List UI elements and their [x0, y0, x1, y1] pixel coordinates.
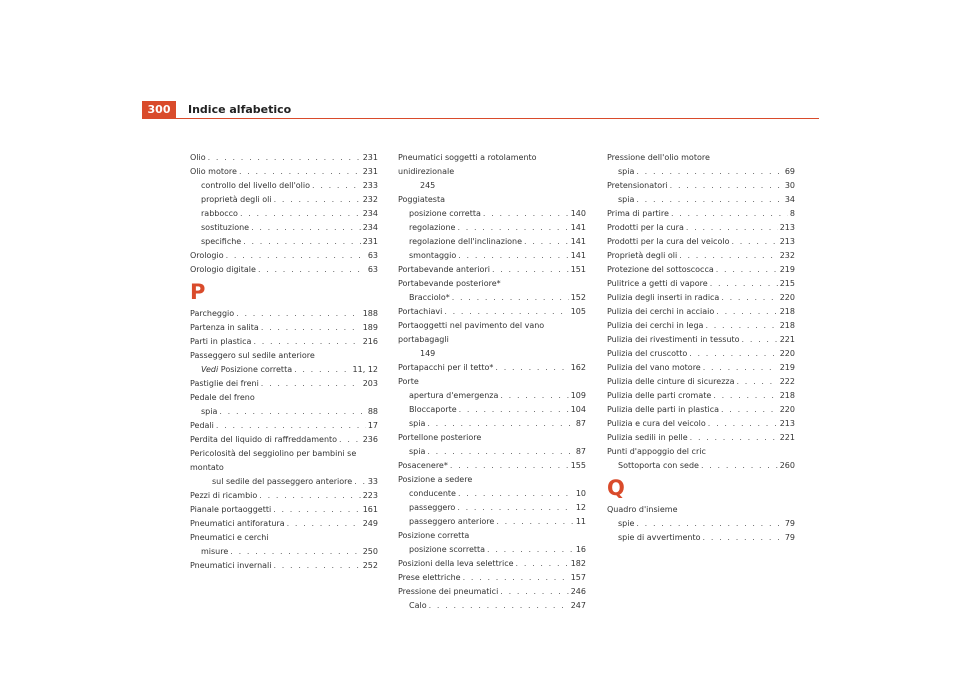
dot-leader — [452, 291, 569, 305]
index-entry — [398, 599, 586, 613]
index-entry — [607, 249, 795, 263]
dot-leader — [689, 347, 778, 361]
index-entry-term: Pastiglie dei freni — [190, 379, 259, 388]
index-entry-page: 213 — [779, 237, 795, 246]
index-entry — [398, 557, 586, 571]
index-entry-page: 218 — [779, 321, 795, 330]
dot-leader — [258, 263, 366, 277]
index-entry — [398, 417, 586, 431]
index-entry-term: Pulizia delle parti cromate — [607, 391, 712, 400]
index-entry-page: 234 — [362, 209, 378, 218]
dot-leader — [274, 193, 361, 207]
index-entry — [607, 347, 795, 361]
dot-leader — [710, 277, 778, 291]
index-entry — [398, 445, 586, 459]
index-entry-term: Prodotti per la cura del veicolo — [607, 237, 730, 246]
index-entry-page: 220 — [779, 293, 795, 302]
index-entry-label: Pericolosità del seggiolino per bambini se montato — [190, 449, 357, 472]
index-entry-page: 231 — [362, 237, 378, 246]
dot-leader — [690, 431, 778, 445]
index-entry-term: Pulizia e cura del veicolo — [607, 419, 706, 428]
index-entry-page: 233 — [362, 181, 378, 190]
index-entry-term: Parti in plastica — [190, 337, 252, 346]
index-entry — [607, 319, 795, 333]
index-entry-term: Partenza in salita — [190, 323, 259, 332]
dot-leader — [287, 517, 361, 531]
index-entry-term: Pedali — [190, 421, 214, 430]
index-entry-label: Posizione a sedere — [398, 475, 473, 484]
index-entry — [190, 377, 378, 391]
index-entry-page: 213 — [779, 419, 795, 428]
index-entry-term: spia — [618, 195, 635, 204]
index-entry-page: 161 — [362, 505, 378, 514]
dot-leader — [429, 599, 569, 613]
dot-leader — [239, 165, 361, 179]
dot-leader — [495, 361, 568, 375]
index-entry-term: Olio motore — [190, 167, 237, 176]
index-entry-page: 69 — [784, 167, 795, 176]
dot-leader — [679, 249, 778, 263]
dot-leader — [259, 489, 360, 503]
index-entry-term: Prese elettriche — [398, 573, 461, 582]
index-entry-page: 63 — [367, 251, 378, 260]
index-entry-term: controllo del livello dell'olio — [201, 181, 311, 190]
index-entry-page: 151 — [570, 265, 586, 274]
index-entry — [398, 263, 586, 277]
index-entry — [607, 207, 795, 221]
index-entry-label: Punti d'appoggio del cric — [607, 447, 706, 456]
index-entry — [607, 431, 795, 445]
index-entry-page: 16 — [575, 545, 586, 554]
index-entry — [190, 263, 378, 277]
index-entry-term: Pulizia dei cerchi in acciaio — [607, 307, 715, 316]
index-entry — [607, 417, 795, 431]
index-entry-term: spia — [409, 419, 426, 428]
index-entry-page: 105 — [570, 307, 586, 316]
dot-leader — [273, 503, 361, 517]
index-entry-term: Bracciolo* — [409, 293, 450, 302]
index-entry — [607, 235, 795, 249]
index-entry-page: 216 — [362, 337, 378, 346]
dot-leader — [716, 305, 777, 319]
dot-leader — [243, 235, 361, 249]
index-entry — [398, 361, 586, 375]
index-entry — [398, 501, 586, 515]
dot-leader — [737, 375, 778, 389]
index-entry — [190, 321, 378, 335]
index-entry-page: 221 — [779, 433, 795, 442]
index-entry — [190, 307, 378, 321]
index-entry-page: 79 — [784, 533, 795, 542]
index-entry — [398, 291, 586, 305]
dot-leader — [721, 291, 777, 305]
dot-leader — [671, 207, 788, 221]
index-entry-term: posizione scorretta — [409, 545, 486, 554]
index-entry-label: Portaoggetti nel pavimento del vano portabagagli — [398, 321, 545, 344]
index-entry-page: 141 — [570, 251, 586, 260]
dot-leader — [216, 419, 366, 433]
dot-leader — [636, 517, 782, 531]
index-entry-label: Pneumatici e cerchi — [190, 533, 269, 542]
dot-leader — [230, 545, 360, 559]
index-entry-term: Pneumatici invernali — [190, 561, 272, 570]
index-entry-page: 231 — [362, 153, 378, 162]
index-entry — [190, 475, 378, 489]
dot-leader — [636, 193, 782, 207]
index-entry-page: 104 — [570, 405, 586, 414]
index-entry-page: 236 — [362, 435, 378, 444]
index-entry — [398, 585, 586, 599]
index-entry — [190, 207, 378, 221]
page-header — [0, 0, 960, 118]
index-entry — [398, 249, 586, 263]
index-entry-term: Prodotti per la cura — [607, 223, 684, 232]
index-entry — [398, 487, 586, 501]
index-entry-label: Posizione corretta — [398, 531, 470, 540]
index-entry — [607, 263, 795, 277]
index-entry — [190, 517, 378, 531]
index-entry-term: Pulizia delle parti in plastica — [607, 405, 720, 414]
index-entry-term: apertura d'emergenza — [409, 391, 499, 400]
index-entry-label: Pressione dell'olio motore — [607, 153, 710, 162]
index-entry-term: Pressione dei pneumatici — [398, 587, 499, 596]
index-entry-term: Prima di partire — [607, 209, 669, 218]
dot-leader — [487, 543, 574, 557]
index-entry-page: 221 — [779, 335, 795, 344]
dot-leader — [742, 333, 778, 347]
index-entry-term: regolazione — [409, 223, 456, 232]
index-entry — [398, 403, 586, 417]
index-entry-page: 203 — [362, 379, 378, 388]
index-entry-term: Pulizia del vano motore — [607, 363, 701, 372]
index-entry-term: smontaggio — [409, 251, 457, 260]
index-entry — [190, 503, 378, 517]
index-entry-page: 12 — [575, 503, 586, 512]
index-entry-page: 87 — [575, 447, 586, 456]
index-entry — [190, 335, 378, 349]
index-entry-page: 246 — [570, 587, 586, 596]
index-entry-label: Passeggero sul sedile anteriore — [190, 351, 315, 360]
dot-leader — [463, 571, 569, 585]
index-entry-term: proprietà degli oli — [201, 195, 272, 204]
index-entry — [190, 405, 378, 419]
index-entry — [607, 165, 795, 179]
index-entry-page: 220 — [779, 405, 795, 414]
index-entry-page: 11 — [575, 517, 586, 526]
index-entry-term: spia — [201, 407, 218, 416]
index-entry-page: 141 — [570, 223, 586, 232]
index-entry-term: Sottoporta con sede — [618, 461, 699, 470]
index-entry — [190, 545, 378, 559]
index-entry-term: Pulitrice a getti di vapore — [607, 279, 708, 288]
index-entry-page: 30 — [784, 181, 795, 190]
index-entry-page: 17 — [367, 421, 378, 430]
dot-leader — [427, 417, 573, 431]
index-entry-term: Orologio — [190, 251, 224, 260]
index-entry — [190, 249, 378, 263]
index-entry — [398, 515, 586, 529]
index-entry-term: Pulizia delle cinture di sicurezza — [607, 377, 735, 386]
index-entry-page: 223 — [362, 491, 378, 500]
index-entry-page: 109 — [570, 391, 586, 400]
index-entry-term: Calo — [409, 601, 427, 610]
index-entry — [190, 193, 378, 207]
index-entry-term: Pulizia dei rivestimenti in tessuto — [607, 335, 740, 344]
index-entry-term: Pretensionatori — [607, 181, 668, 190]
dot-leader — [226, 249, 366, 263]
index-entry-label: Portabevande posteriore* — [398, 279, 501, 288]
index-entry — [607, 361, 795, 375]
index-entry-term: conducente — [409, 489, 456, 498]
dot-leader — [219, 405, 365, 419]
dot-leader — [703, 531, 783, 545]
index-entry-term: Olio — [190, 153, 206, 162]
dot-leader — [312, 179, 361, 193]
dot-leader — [261, 321, 361, 335]
index-entry-term: rabbocco — [201, 209, 238, 218]
dot-leader — [458, 249, 568, 263]
dot-leader — [721, 403, 778, 417]
index-entry — [607, 277, 795, 291]
index-entry — [190, 433, 378, 447]
index-entry-page: 252 — [362, 561, 378, 570]
index-entry-term: passeggero — [409, 503, 456, 512]
index-entry-page: 234 — [362, 223, 378, 232]
index-entry-page: 260 — [779, 461, 795, 470]
index-entry-page: 189 — [362, 323, 378, 332]
index-entry-page: 188 — [362, 309, 378, 318]
dot-leader — [208, 151, 361, 165]
dot-leader — [261, 377, 361, 391]
index-entry-term: spia — [409, 447, 426, 456]
see-reference-label: Vedi — [201, 365, 219, 374]
index-entry — [398, 571, 586, 585]
dot-leader — [731, 235, 777, 249]
index-entry-page: 152 — [570, 293, 586, 302]
index-entry-label: 149 — [420, 349, 436, 358]
index-entry — [398, 459, 586, 473]
dot-leader — [705, 319, 777, 333]
dot-leader — [483, 207, 569, 221]
dot-leader — [459, 403, 569, 417]
dot-leader — [686, 221, 778, 235]
index-entry-term: Pulizia degli inserti in radica — [607, 293, 720, 302]
index-entry-page: 88 — [367, 407, 378, 416]
index-entry-term: regolazione dell'inclinazione — [409, 237, 523, 246]
index-column-1 — [190, 151, 378, 573]
dot-leader — [273, 559, 360, 573]
dot-leader — [339, 433, 361, 447]
index-entry-page: 231 — [362, 167, 378, 176]
dot-leader — [251, 221, 361, 235]
dot-leader — [450, 459, 569, 473]
index-entry-term: passeggero anteriore — [409, 517, 495, 526]
index-entry-page: 8 — [789, 209, 795, 218]
dot-leader — [240, 207, 361, 221]
index-entry-term: Bloccaporte — [409, 405, 457, 414]
index-entry — [398, 235, 586, 249]
index-entry-page: 157 — [570, 573, 586, 582]
index-entry-term: Pneumatici antiforatura — [190, 519, 285, 528]
index-entry-page: 249 — [362, 519, 378, 528]
index-entry-page: 247 — [570, 601, 586, 610]
dot-leader — [236, 307, 361, 321]
index-entry-term: Posizione corretta — [220, 365, 293, 374]
index-entry-label: Porte — [398, 377, 419, 386]
index-entry — [190, 179, 378, 193]
index-column-3 — [607, 151, 795, 545]
dot-leader — [457, 221, 568, 235]
index-entry-term: Perdita del liquido di raffreddamento — [190, 435, 338, 444]
index-entry-term: Pulizia sedili in pelle — [607, 433, 688, 442]
index-entry — [190, 151, 378, 165]
index-entry-label: Poggiatesta — [398, 195, 445, 204]
index-entry-page: 218 — [779, 307, 795, 316]
index-entry — [190, 363, 378, 377]
index-entry-term: Orologio digitale — [190, 265, 256, 274]
index-entry-page: 182 — [570, 559, 586, 568]
index-entry — [607, 333, 795, 347]
index-entry-label: Pneumatici soggetti a rotolamento unidirezionale — [398, 153, 537, 176]
dot-leader — [496, 515, 573, 529]
dot-leader — [636, 165, 782, 179]
index-entry-page: 79 — [784, 519, 795, 528]
dot-leader — [716, 263, 778, 277]
index-entry-page: 219 — [779, 363, 795, 372]
index-entry-page: 250 — [362, 547, 378, 556]
index-entry-page: 162 — [570, 363, 586, 372]
page-title: Indice alfabetico — [188, 103, 292, 116]
index-entry-label: Portellone posteriore — [398, 433, 482, 442]
index-entry-page: 10 — [575, 489, 586, 498]
index-entry-term: Proprietà degli oli — [607, 251, 678, 260]
dot-leader — [670, 179, 783, 193]
index-entry-term: spia — [618, 167, 635, 176]
index-entry — [398, 207, 586, 221]
dot-leader — [294, 363, 350, 377]
index-entry-page: 140 — [570, 209, 586, 218]
index-entry-label: Pedale del freno — [190, 393, 255, 402]
index-entry-term: spie — [618, 519, 635, 528]
dot-leader — [713, 389, 777, 403]
dot-leader — [524, 235, 569, 249]
index-entry-term: Portabevande anteriori — [398, 265, 490, 274]
index-entry-term: posizione corretta — [409, 209, 481, 218]
index-entry-term: spie di avvertimento — [618, 533, 701, 542]
index-entry — [607, 179, 795, 193]
index-entry-page: 219 — [779, 265, 795, 274]
index-entry-term: Portapacchi per il tetto* — [398, 363, 494, 372]
dot-leader — [701, 459, 778, 473]
index-entry-page: 232 — [362, 195, 378, 204]
index-entry-page: 11, 12 — [352, 365, 378, 374]
dot-leader — [500, 389, 568, 403]
index-entry-term: Pulizia dei cerchi in lega — [607, 321, 704, 330]
index-entry — [607, 403, 795, 417]
index-entry-term: Posacenere* — [398, 461, 448, 470]
index-entry-term: Pulizia del cruscotto — [607, 349, 688, 358]
dot-leader — [703, 361, 778, 375]
dot-leader — [253, 335, 360, 349]
dot-leader — [444, 305, 568, 319]
index-entry — [607, 517, 795, 531]
dot-leader — [354, 475, 366, 489]
index-entry-page: 222 — [779, 377, 795, 386]
index-entry — [607, 291, 795, 305]
index-entry — [607, 459, 795, 473]
index-entry — [607, 389, 795, 403]
index-entry-page: 155 — [570, 461, 586, 470]
index-entry-page: 87 — [575, 419, 586, 428]
index-entry-label: Quadro d'insieme — [607, 505, 678, 514]
index-entry — [398, 543, 586, 557]
index-entry-page: 63 — [367, 265, 378, 274]
index-entry — [398, 221, 586, 235]
index-entry-term: Posizioni della leva selettrice — [398, 559, 514, 568]
index-entry-page: 213 — [779, 223, 795, 232]
index-entry-page: 218 — [779, 391, 795, 400]
dot-leader — [516, 557, 569, 571]
dot-leader — [708, 417, 778, 431]
index-entry — [607, 375, 795, 389]
index-entry — [607, 305, 795, 319]
index-entry — [190, 165, 378, 179]
index-entry — [398, 389, 586, 403]
index-entry-label: 245 — [420, 181, 436, 190]
dot-leader — [458, 487, 574, 501]
index-entry-page: 215 — [779, 279, 795, 288]
index-entry — [607, 193, 795, 207]
index-letter-heading: P — [190, 280, 206, 304]
index-column-2 — [398, 151, 586, 613]
index-entry — [190, 489, 378, 503]
index-entry-term: sostituzione — [201, 223, 250, 232]
index-entry-page: 220 — [779, 349, 795, 358]
index-entry-term: specifiche — [201, 237, 242, 246]
index-entry-term: sul sedile del passeggero anteriore — [212, 477, 353, 486]
dot-leader — [457, 501, 573, 515]
header-divider — [142, 118, 819, 119]
index-entry-page: 141 — [570, 237, 586, 246]
index-entry-term: misure — [201, 547, 229, 556]
index-entry-page: 232 — [779, 251, 795, 260]
index-entry-page: 33 — [367, 477, 378, 486]
index-entry-term: Protezione del sottoscocca — [607, 265, 714, 274]
index-entry — [190, 221, 378, 235]
index-entry-term: Pianale portaoggetti — [190, 505, 272, 514]
index-entry — [190, 235, 378, 249]
dot-leader — [427, 445, 573, 459]
index-entry — [398, 305, 586, 319]
index-letter-heading: Q — [607, 476, 625, 500]
dot-leader — [492, 263, 569, 277]
index-entry — [607, 531, 795, 545]
page-number: 300 — [142, 101, 176, 118]
index-entry — [607, 221, 795, 235]
dot-leader — [500, 585, 568, 599]
index-entry-term: Pezzi di ricambio — [190, 491, 258, 500]
index-entry — [190, 559, 378, 573]
index-entry-page: 34 — [784, 195, 795, 204]
index-entry-term: Parcheggio — [190, 309, 235, 318]
index-entry — [190, 419, 378, 433]
index-entry-term: Portachiavi — [398, 307, 443, 316]
